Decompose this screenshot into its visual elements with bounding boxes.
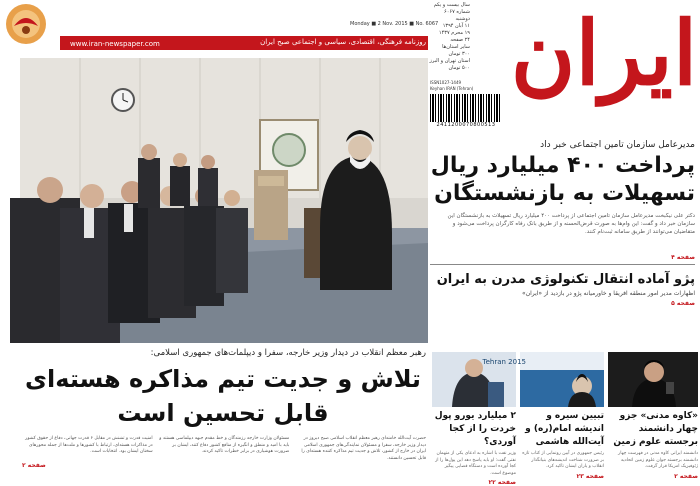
dateline: Monday ■ 2 Nov. 2015 ■ No. 6067 — [350, 21, 439, 27]
top-story-body: دکتر علی نیکبخت مدیرعامل سازمان تامین اجتماعی از پرداخت ۴۰۰ میلیارد ریال تسهیلات به بازنشستگان این سازمان خبر داد و گفت: این وام‌ها به صورت قرض‌الحسنه و از طریق بانک رفاه کارگران پرداخت می‌شود و متقاضیان می‌توانند از طریق سامانه ثبت‌نام کنند. — [447, 213, 695, 235]
lead-page-ref[interactable]: صفحه ۲ — [22, 462, 46, 469]
mini-story-body: رئیس جمهوری در آیین رونمایی از کتاب تازه بر ضرورت شناخت اندیشه‌های بنیانگذار انقلاب و یاران ایشان تاکید کرد. — [522, 451, 604, 469]
issue-info — [428, 2, 470, 72]
mini-story-body: دانشمند ایرانی کاوه مدنی در فهرست چهار دانشمند برجسته جوان علوم زمین اتحادیه ژئوفیزیک امریکا قرار گرفت. — [618, 451, 698, 469]
second-story-page-ref[interactable]: صفحه ۵ — [671, 300, 695, 307]
issn-label: ISSN1027-1449 — [430, 80, 462, 85]
lead-body-column: حضرت آیت‌الله خامنه‌ای رهبر معظم انقلاب اسلامی صبح دیروز در دیدار وزیر خارجه، سفرا و مسئولان نمایندگی‌های جمهوری اسلامی ایران در خارج از کشور، تلاش و جدیت تیم مذاکره کننده هسته‌ای را قابل تحسین دانستند. — [301, 436, 426, 461]
mini-story[interactable] — [432, 352, 516, 486]
mini-story[interactable] — [608, 352, 698, 486]
publisher-label: Keyhan IRAN (Tehran) — [430, 86, 474, 91]
banner-text: Tehran 2015 — [482, 358, 526, 366]
issue-line: ۲۴ صفحه — [450, 37, 470, 43]
top-story-headline[interactable]: پرداخت ۴۰۰ میلیارد ریال — [430, 153, 695, 178]
newspaper-logo[interactable]: ایران — [510, 1, 698, 105]
issue-line: ۱۱ آبان ۱۳۹۴ — [442, 23, 470, 29]
mini-story-page-ref[interactable]: صفحه ۲۲ — [488, 479, 516, 486]
second-story-subdeck: اظهارات مدیر امور منطقه افریقا و خاورمیانه پژو در بازدید از «ایران» — [522, 290, 695, 297]
issue-line: سایر استان‌ها — [442, 44, 470, 50]
issue-line: شماره ۶۰۶۷ — [444, 9, 470, 15]
mini-story-photo — [482, 352, 604, 407]
top-story-page-ref[interactable]: صفحه ۴ — [671, 254, 695, 261]
mini-story-headline[interactable]: «کاوه مدنی» جزو چهار دانشمند برجسته علوم زمین — [613, 411, 698, 447]
mini-story-page-ref[interactable]: صفحه ۲ — [674, 472, 698, 480]
meeting-photo-illustration — [20, 58, 428, 343]
lead-photo[interactable] — [20, 58, 428, 343]
issue-line: ۳۰۰ تومان — [448, 51, 470, 57]
mini-story-body: وزیر نفت با اشاره به ادعای یکی از متهمان نفتی گفت: او باید پاسخ دهد این پول‌ها را از کجا آورده است و دستگاه قضایی پیگیر موضوع است. — [435, 451, 516, 476]
top-story-headline[interactable]: تسهیلات به بازنشستگان — [434, 181, 695, 206]
divider — [430, 264, 695, 265]
barcode-icon — [430, 94, 502, 122]
lead-body-column: امنیت قدرت و تشنش در مقابل ۶ قدرت جهانی، دفاع از حقوق کشور در مذاکرات هسته‌ای، ارتباط با کشورها و ملت‌ها از جمله محورهای سخنان ایشان بود. انتخابات است. — [25, 436, 153, 454]
mini-story-headline[interactable]: تبیین سیره و اندیشه امام(ره) و آیت‌الله هاشمی — [525, 411, 604, 447]
eagle-emblem-icon — [4, 2, 48, 46]
barcode — [430, 80, 502, 136]
issue-line: استان تهران و البرز — [429, 58, 470, 64]
top-story-kicker: مدیرعامل سازمان تامین اجتماعی خبر داد — [540, 140, 695, 150]
second-story-headline[interactable]: پژو آماده انتقال تکنولوژی مدرن به ایران — [436, 272, 695, 287]
issue-line: ۱۹ محرم ۱۴۳۷ — [438, 30, 470, 36]
lead-body — [20, 436, 426, 480]
lead-kicker: رهبر معظم انقلاب در دیدار وزیر خارجه، سفرا و دیپلمات‌های جمهوری اسلامی: — [150, 348, 426, 358]
newspaper-tagline: روزنامه فرهنگی، اقتصادی، سیاسی و اجتماعی صبح ایران — [260, 38, 426, 46]
right-column — [430, 140, 695, 307]
mini-story-photo — [608, 352, 698, 407]
website-url[interactable]: www.iran-newspaper.com — [70, 40, 160, 48]
issue-line: سال بیست و یکم — [433, 2, 470, 8]
lead-headline[interactable]: قابل تحسین است — [117, 399, 329, 427]
mini-story-page-ref[interactable]: صفحه ۲۳ — [576, 472, 604, 480]
issue-line: ۵۰۰ تومان — [448, 65, 470, 71]
lead-headline[interactable]: تلاش و جدیت تیم مذاکره هسته‌ای — [25, 365, 421, 393]
barcode-digits: 2411200070800513 — [436, 122, 496, 128]
lead-body-column: مسئولان وزارت خارجه رزمندگان و خط مقدم جبهه دیپلماسی هستند و باید با امید و منطق و انگیزه از منافع کشور دفاع کنند، ایشان بر ضرورت هوشیاری در برابر خطرات تاکید کردند. — [159, 436, 290, 454]
issue-line: دوشنبه — [455, 16, 470, 22]
mini-story-headline[interactable]: ۲ میلیارد یورو پول خردت را از کجا آوردی؟ — [434, 411, 516, 447]
